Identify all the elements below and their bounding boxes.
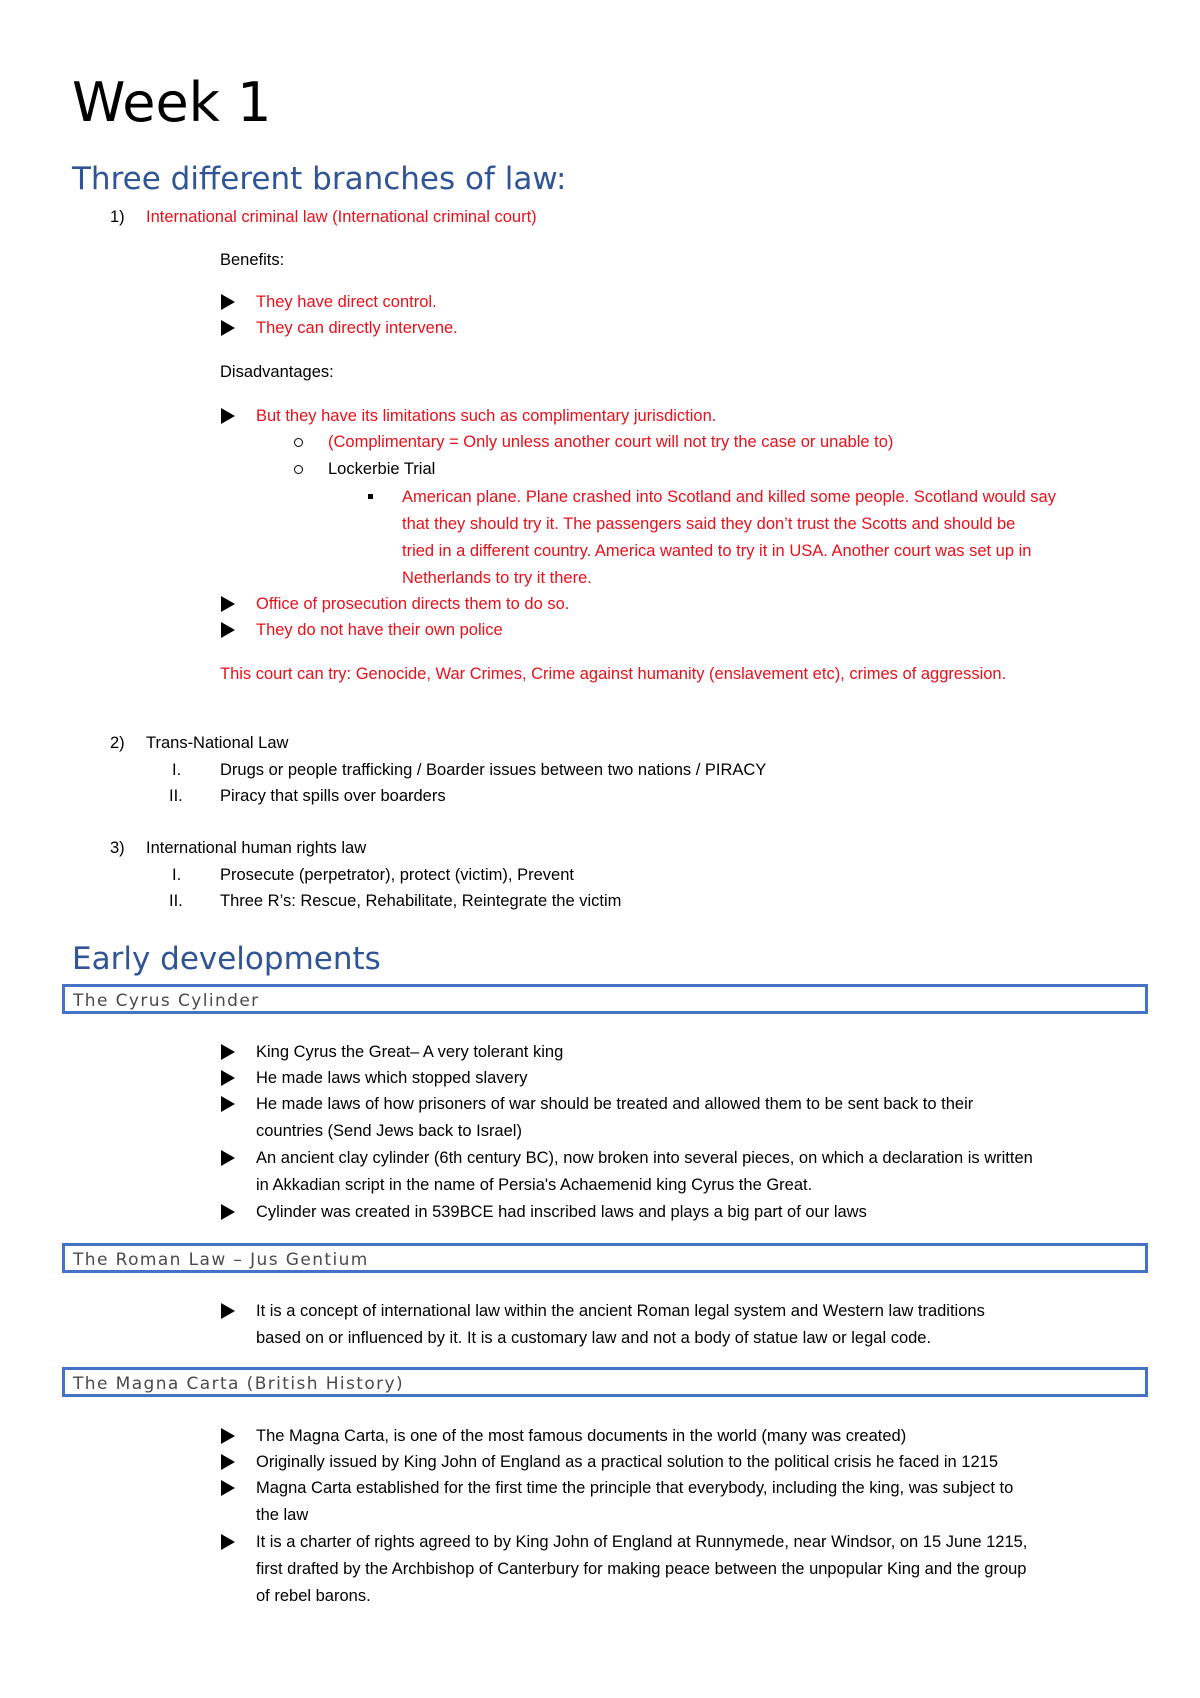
section-heading-magna: The Magna Carta (British History): [73, 1374, 404, 1394]
list-number: 3): [110, 839, 125, 857]
section-heading-box: [62, 1243, 1148, 1273]
arrow-bullet-icon: [221, 320, 235, 336]
list-subitem: Piracy that spills over boarders: [220, 787, 446, 805]
arrow-bullet-icon: [221, 1480, 235, 1496]
paragraph-line: American plane. Plane crashed into Scotland and killed some people. Scotland would say: [402, 488, 1056, 506]
list-item-continued: the law: [256, 1506, 309, 1524]
heading-early-developments: Early developments: [72, 941, 381, 977]
arrow-bullet-icon: [221, 1454, 235, 1470]
section-heading-cyrus: The Cyrus Cylinder: [73, 991, 260, 1011]
page-title: Week 1: [72, 71, 272, 134]
list-item: He made laws which stopped slavery: [256, 1069, 528, 1087]
arrow-bullet-icon: [221, 1303, 235, 1319]
roman-numeral: II.: [169, 787, 183, 805]
list-item: Office of prosecution directs them to do so.: [256, 595, 570, 613]
disadvantages-label: Disadvantages:: [220, 363, 334, 381]
arrow-bullet-icon: [221, 1428, 235, 1444]
arrow-bullet-icon: [221, 622, 235, 638]
list-item-continued: countries (Send Jews back to Israel): [256, 1122, 522, 1140]
section-heading-box: [62, 1367, 1148, 1397]
list-subitem: Drugs or people trafficking / Boarder issues between two nations / PIRACY: [220, 761, 767, 779]
section-heading-roman: The Roman Law – Jus Gentium: [73, 1250, 369, 1270]
court-can-try-text: This court can try: Genocide, War Crimes, Crime against humanity (enslavement etc), crimes of aggression.: [220, 665, 1007, 683]
list-item: But they have its limitations such as complimentary jurisdiction.: [256, 407, 717, 425]
paragraph-line: that they should try it. The passengers said they don’t trust the Scotts and should be: [402, 515, 1016, 533]
circle-bullet-icon: [294, 465, 303, 474]
list-subitem: Three R’s: Rescue, Rehabilitate, Reintegrate the victim: [220, 892, 622, 910]
arrow-bullet-icon: [221, 1204, 235, 1220]
list-number: 2): [110, 734, 125, 752]
list-item: They have direct control.: [256, 293, 437, 311]
list-subitem: Prosecute (perpetrator), protect (victim), Prevent: [220, 866, 574, 884]
list-item-continued: in Akkadian script in the name of Persia's Achaemenid king Cyrus the Great.: [256, 1176, 813, 1194]
list-item-continued: of rebel barons.: [256, 1587, 371, 1605]
list-item-continued: based on or influenced by it. It is a customary law and not a body of statue law or legal code.: [256, 1329, 932, 1347]
list-item: Originally issued by King John of England as a practical solution to the political crisis he faced in 1215: [256, 1453, 999, 1471]
roman-numeral: I.: [172, 866, 182, 884]
list-item: They can directly intervene.: [256, 319, 458, 337]
list-item-label: International human rights law: [146, 839, 367, 857]
circle-bullet-icon: [294, 438, 303, 447]
list-item: Cylinder was created in 539BCE had inscribed laws and plays a big part of our laws: [256, 1203, 867, 1221]
list-item-label: International criminal law (International criminal court): [146, 208, 537, 226]
list-number: 1): [110, 208, 125, 226]
benefits-label: Benefits:: [220, 251, 285, 269]
list-subitem: (Complimentary = Only unless another court will not try the case or unable to): [328, 433, 894, 451]
arrow-bullet-icon: [221, 1534, 235, 1550]
paragraph-line: tried in a different country. America wanted to try it in USA. Another court was set up in: [402, 542, 1032, 560]
arrow-bullet-icon: [221, 1070, 235, 1086]
square-bullet-icon: [368, 494, 373, 499]
heading-branches: Three different branches of law:: [72, 161, 567, 197]
list-item: It is a charter of rights agreed to by King John of England at Runnymede, near Windsor, on 15 June 1215,: [256, 1533, 1028, 1551]
paragraph-line: Netherlands to try it there.: [402, 569, 592, 587]
arrow-bullet-icon: [221, 596, 235, 612]
list-item: It is a concept of international law within the ancient Roman legal system and Western law traditions: [256, 1302, 985, 1320]
roman-numeral: I.: [172, 761, 182, 779]
list-item: He made laws of how prisoners of war should be treated and allowed them to be sent back to their: [256, 1095, 974, 1113]
list-item: The Magna Carta, is one of the most famous documents in the world (many was created): [256, 1427, 907, 1445]
arrow-bullet-icon: [221, 1044, 235, 1060]
section-heading-box: [62, 984, 1148, 1014]
arrow-bullet-icon: [221, 408, 235, 424]
arrow-bullet-icon: [221, 1096, 235, 1112]
list-item: King Cyrus the Great– A very tolerant king: [256, 1043, 564, 1061]
list-item: Magna Carta established for the first time the principle that everybody, including the king, was subject to: [256, 1479, 1014, 1497]
list-item-label: Trans-National Law: [146, 734, 289, 752]
list-item: An ancient clay cylinder (6th century BC), now broken into several pieces, on which a declaration is written: [256, 1149, 1033, 1167]
list-item-continued: first drafted by the Archbishop of Canterbury for making peace between the unpopular King and the group: [256, 1560, 1027, 1578]
roman-numeral: II.: [169, 892, 183, 910]
list-item: They do not have their own police: [256, 621, 503, 639]
arrow-bullet-icon: [221, 294, 235, 310]
list-subitem: Lockerbie Trial: [328, 460, 436, 478]
arrow-bullet-icon: [221, 1150, 235, 1166]
